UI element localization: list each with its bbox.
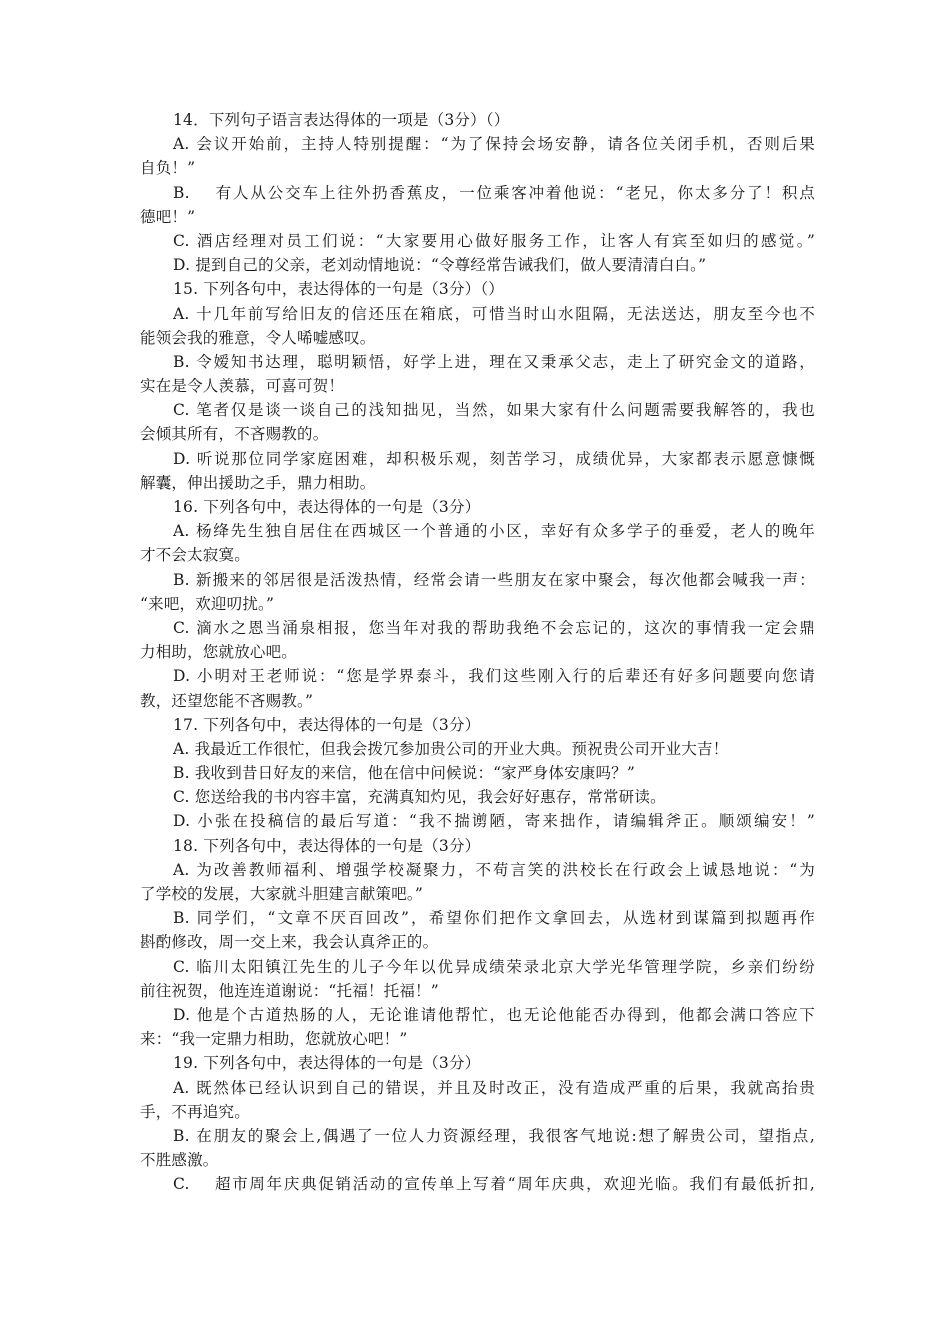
option-b-line-2: 实在是令人羡慕，可喜可贺！ <box>140 377 345 396</box>
option-c-line-1: C. 超市周年庆典促销活动的宣传单上写着“周年庆典，欢迎光临。我们有最低折扣, <box>173 1175 815 1194</box>
option-a-line-1: A. 我最近工作很忙，但我会拨冗参加贵公司的开业大典。预祝贵公司开业大吉！ <box>173 739 729 758</box>
option-a-line-1: A. 十几年前写给旧友的信还压在箱底，可惜当时山水阻隔，无法送达，朋友至今也不 <box>173 304 815 323</box>
question-14 <box>140 108 815 277</box>
option-b-line-1: B. 在朋友的聚会上,偶遇了一位人力资源经理，我很客气地说:想了解贵公司，望指点, <box>173 1126 815 1145</box>
option-c-line-1: C. 临川太阳镇江先生的儿子今年以优异成绩荣录北京大学光华管理学院，乡亲们纷纷 <box>173 957 815 976</box>
option-c-line-1: C. 您送给我的书内容丰富，充满真知灼见，我会好好惠存，常常研读。 <box>173 788 666 807</box>
option-d-line-2: 教，还望您能不吝赐教。” <box>140 691 314 710</box>
option-b-line-1: B. 令嫒知书达理，聪明颖悟，好学上进，理在又秉承父志，走上了研究金文的道路， <box>173 352 815 371</box>
option-d-line-1: D. 提到自己的父亲，老刘动情地说：“令尊经常告诫我们，做人要清清白白。” <box>173 256 707 275</box>
question-stem: 17. 下列各句中，表达得体的一句是（3分） <box>173 715 481 734</box>
question-19 <box>140 1051 815 1196</box>
option-b-line-2: 斟酌修改，周一交上来，我会认真斧正的。 <box>140 933 439 952</box>
question-stem: 14．下列句子语言表达得体的一项是（3分）（） <box>173 111 510 129</box>
option-c-line-2: 前往祝贺，他连连道谢说：“托福！托福！” <box>140 981 439 1000</box>
question-15 <box>140 277 815 495</box>
option-c-line-2: 力相助，您就放心吧。 <box>140 643 298 662</box>
option-a-line-2: 能领会我的雅意，令人唏嘘感叹。 <box>140 328 376 347</box>
question-17 <box>140 713 815 834</box>
option-d-line-1: D. 他是个古道热肠的人，无论谁请他帮忙，也无论他能否办得到，他都会满口答应下 <box>173 1005 815 1024</box>
option-b-line-2: 不胜感激。 <box>140 1151 219 1170</box>
question-stem: 16. 下列各句中，表达得体的一句是（3分） <box>173 498 481 516</box>
option-a-line-2: 自负！” <box>140 159 196 178</box>
option-c-line-1: C. 滴水之恩当涌泉相报，您当年对我的帮助我绝不会忘记的，这次的事情我一定会鼎 <box>173 618 815 637</box>
question-18 <box>140 834 815 1052</box>
option-a-line-1: A. 既然体已经认识到自己的错误，并且及时改正，没有造成严重的后果，我就高抬贵 <box>173 1078 815 1097</box>
option-a-line-1: A. 为改善教师福利、增强学校凝聚力，不苟言笑的洪校长在行政会上诚恳地说：“为 <box>173 860 815 879</box>
option-a-line-1: A. 杨绛先生独自居住在西城区一个普通的小区，幸好有众多学子的垂爱，老人的晚年 <box>173 522 815 541</box>
question-stem: 15. 下列各句中，表达得体的一句是（3分）（） <box>173 280 504 299</box>
question-16 <box>140 495 815 713</box>
question-stem: 18. 下列各句中，表达得体的一句是（3分） <box>173 836 481 855</box>
option-b-line-1: B. 新搬来的邻居很是活泼热情，经常会请一些朋友在家中聚会，每次他都会喊我一声： <box>173 570 815 589</box>
option-c-line-2: 会倾其所有，不吝赐教的。 <box>140 425 329 444</box>
option-d-line-1: D. 小张在投稿信的最后写道：“我不揣谫陋，寄来拙作，请编辑斧正。顺颂编安！” <box>173 812 815 831</box>
option-d-line-1: D. 听说那位同学家庭困难，却积极乐观，刻苦学习，成绩优异，大家都表示愿意慷慨 <box>173 449 815 468</box>
option-b-line-2: “来吧，欢迎叨扰。” <box>140 594 275 613</box>
option-c-line-1: C. 酒店经理对员工们说：“大家要用心做好服务工作，让客人有宾至如归的感觉。” <box>173 231 815 250</box>
option-d-line-2: 解囊，伸出援助之手，鼎力相助。 <box>140 473 376 492</box>
option-c-line-1: C. 笔者仅是谈一谈自己的浅知拙见，当然，如果大家有什么问题需要我解答的，我也 <box>173 401 815 420</box>
option-b-line-1: B. 有人从公交车上往外扔香蕉皮，一位乘客冲着他说：“老兄，你太多分了！积点 <box>173 183 815 202</box>
option-b-line-1: B. 同学们，“文章不厌百回改”，希望你们把作文拿回去，从选材到谋篇到拟题再作 <box>173 909 815 928</box>
option-a-line-2: 才不会太寂寞。 <box>140 546 250 565</box>
option-a-line-1: A. 会议开始前，主持人特别提醒：“为了保持会场安静，请各位关闭手机，否则后果 <box>173 135 815 154</box>
option-a-line-2: 手，不再追究。 <box>140 1102 250 1121</box>
question-stem: 19. 下列各句中，表达得体的一句是（3分） <box>173 1054 481 1073</box>
exam-page <box>140 108 815 1196</box>
option-d-line-1: D. 小明对王老师说：“您是学界泰斗，我们这些刚入行的后辈还有好多问题要向您请 <box>173 667 815 686</box>
option-b-line-1: B. 我收到昔日好友的来信，他在信中问候说：“家严身体安康吗？” <box>173 764 635 783</box>
option-d-line-2: 来：“我一定鼎力相助，您就放心吧！” <box>140 1030 408 1049</box>
option-b-line-2: 德吧！” <box>140 207 196 226</box>
option-a-line-2: 了学校的发展，大家就斗胆建言献策吧。” <box>140 885 423 903</box>
